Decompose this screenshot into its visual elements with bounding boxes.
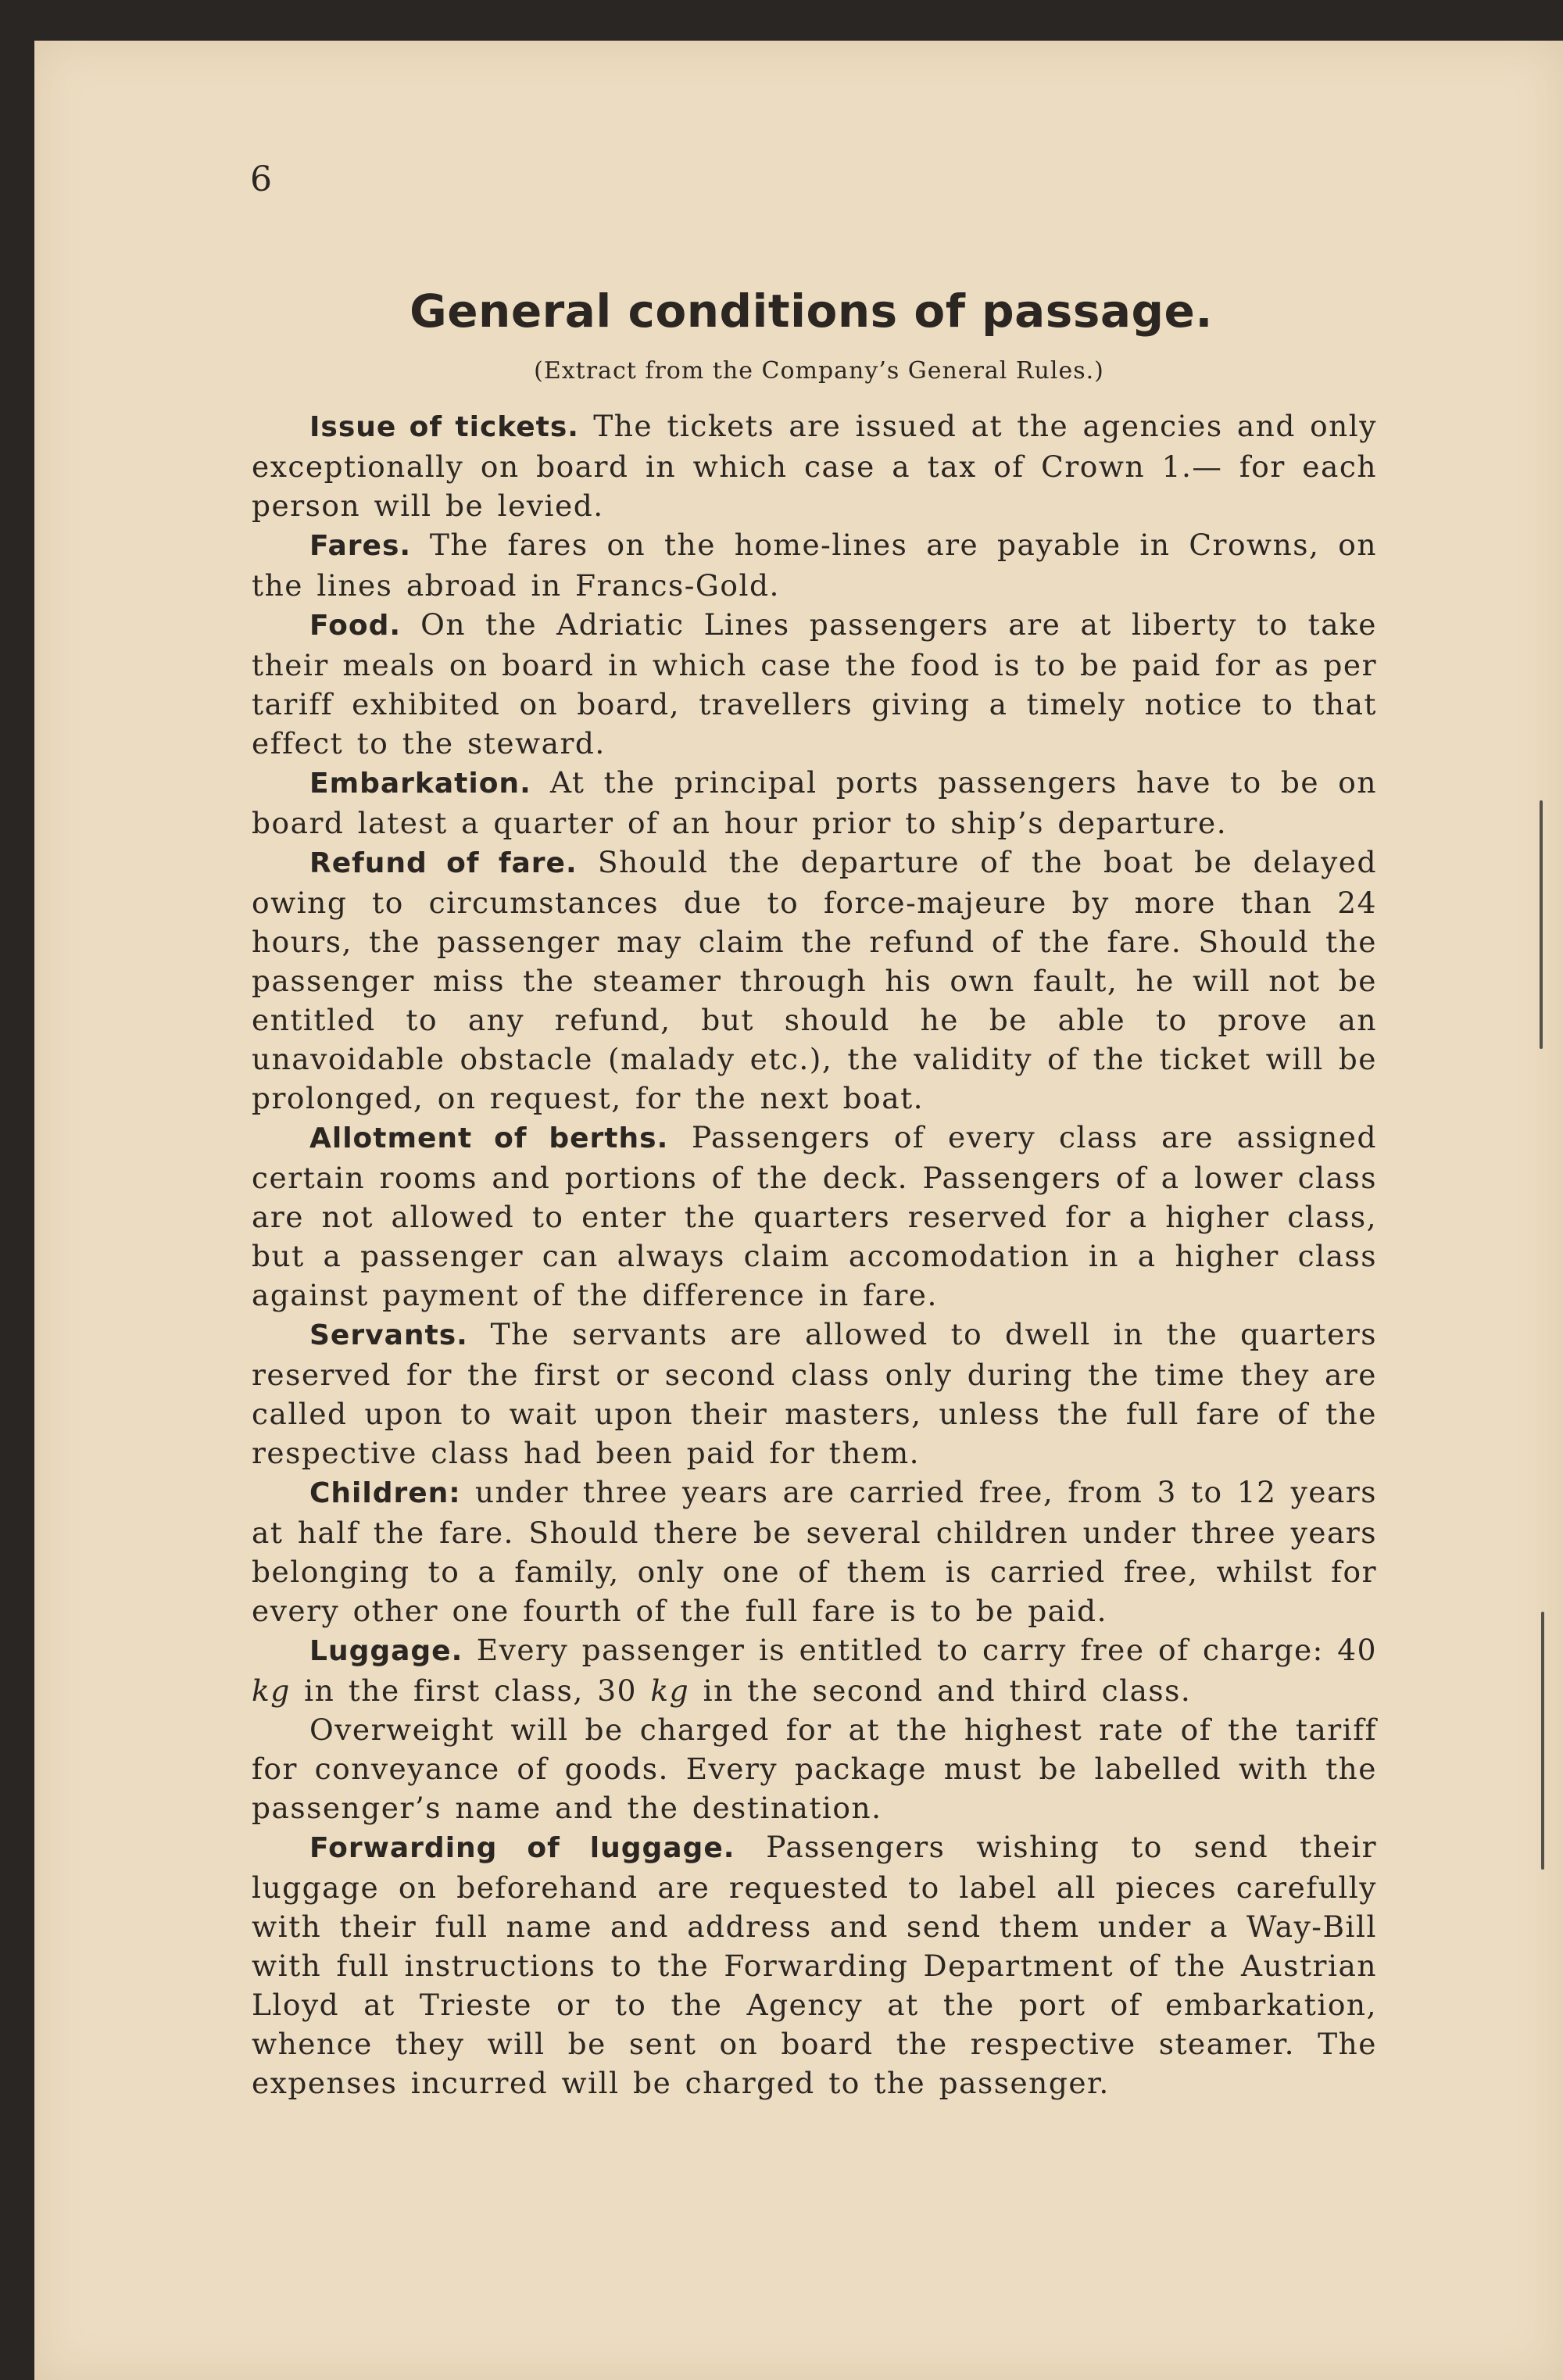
document-body	[252, 406, 1377, 2103]
section-heading: Issue of tickets.	[309, 411, 579, 443]
section-heading: Refund of fare.	[309, 847, 578, 879]
section-heading: Children:	[309, 1477, 461, 1509]
section-heading: Fares.	[309, 530, 412, 562]
section-text: Every passenger is entitled to carry free of charge:	[476, 1633, 1324, 1667]
page-subtitle: (Extract from the Company’s General Rules.)	[534, 357, 1104, 385]
section-text: Should the departure of the boat be delayed owing to circumstances due to force-majeure by more than 24 hours, the passenger may claim the refund of the fare. Should the passenger miss the steamer through his own fault, he will not be entitled to any refund, but should he be able to prove an unavoidable obstacle (malady etc.), the validity of the ticket will be prolonged, on request, for the next boat.	[252, 845, 1378, 1115]
luggage-first-class: in the first class,	[304, 1673, 584, 1708]
section-heading: Embarkation.	[309, 768, 531, 800]
section-heading: Forwarding of luggage.	[309, 1832, 735, 1864]
section-servants	[252, 1315, 1377, 1473]
binding-mark	[1540, 800, 1543, 1049]
section-heading: Allotment of berths.	[309, 1122, 669, 1154]
section-text: under three years are carried free, from 3 to 12 years at half the fare. Should there be several children under three years belonging to a family, only one of them is carried free, whilst for every other one fourth of the full fare is to be paid.	[252, 1475, 1377, 1628]
section-children	[252, 1473, 1377, 1630]
section-forwarding-of-luggage	[252, 1827, 1377, 2103]
luggage-first-amount: 40	[1337, 1633, 1377, 1667]
page-title: General conditions of passage.	[410, 285, 1213, 338]
binding-mark	[1541, 1612, 1544, 1870]
luggage-unit: kg	[252, 1673, 291, 1708]
section-luggage	[252, 1630, 1377, 1710]
luggage-second-amount: 30	[597, 1673, 637, 1708]
page-number: 6	[250, 159, 273, 199]
luggage-second-class: in the second and third class.	[703, 1673, 1192, 1708]
section-text: The fares on the home-lines are payable in Crowns, on the lines abroad in Francs-Gold.	[252, 528, 1377, 603]
section-text: Passengers of every class are assigned certain rooms and portions of the deck. Passengers of a lower class are not allowed to enter the quarters reserved for a higher class, but a passenger can always claim accomodation in a higher class against payment of the difference in fare.	[252, 1120, 1377, 1312]
section-fares	[252, 525, 1377, 605]
section-text: Overweight will be charged for at the highest rate of the tariff for conveyance of goods. Every package must be labelled with the passenger’s name and the destination.	[252, 1713, 1377, 1825]
section-text: On the Adriatic Lines passengers are at liberty to take their meals on board in which case the food is to be paid for as per tariff exhibited on board, travellers giving a timely notice to that effect to the steward.	[252, 607, 1377, 761]
document-page	[34, 41, 1563, 2380]
section-refund-of-fare	[252, 843, 1377, 1118]
section-text: Passengers wishing to send their luggage on beforehand are requested to label all pieces carefully with their full name and address and send them under a Way-Bill with full instructions to the Forwarding Department of the Austrian Lloyd at Trieste or to the Agency at the port of embarkation, whence they will be sent on board the respective steamer. The expenses incurred will be charged to the passenger.	[252, 1830, 1378, 2100]
section-heading: Food.	[309, 610, 402, 642]
section-issue-of-tickets	[252, 406, 1377, 525]
section-text: At the principal ports passengers have to be on board latest a quarter of an hour prior to ship’s departure.	[252, 765, 1378, 840]
section-food	[252, 605, 1377, 763]
section-heading: Servants.	[309, 1319, 468, 1351]
section-text: The servants are allowed to dwell in the quarters reserved for the first or second class only during the time they are called upon to wait upon their masters, unless the full fare of the respective class had been paid for them.	[252, 1317, 1377, 1470]
luggage-unit: kg	[650, 1673, 690, 1708]
section-text: The tickets are issued at the agencies and only exceptionally on board in which case a tax of Crown 1.— for each person will be levied.	[252, 409, 1377, 523]
section-heading: Luggage.	[309, 1635, 463, 1667]
section-overweight	[252, 1710, 1377, 1827]
section-allotment-of-berths	[252, 1118, 1377, 1315]
section-embarkation	[252, 763, 1377, 843]
